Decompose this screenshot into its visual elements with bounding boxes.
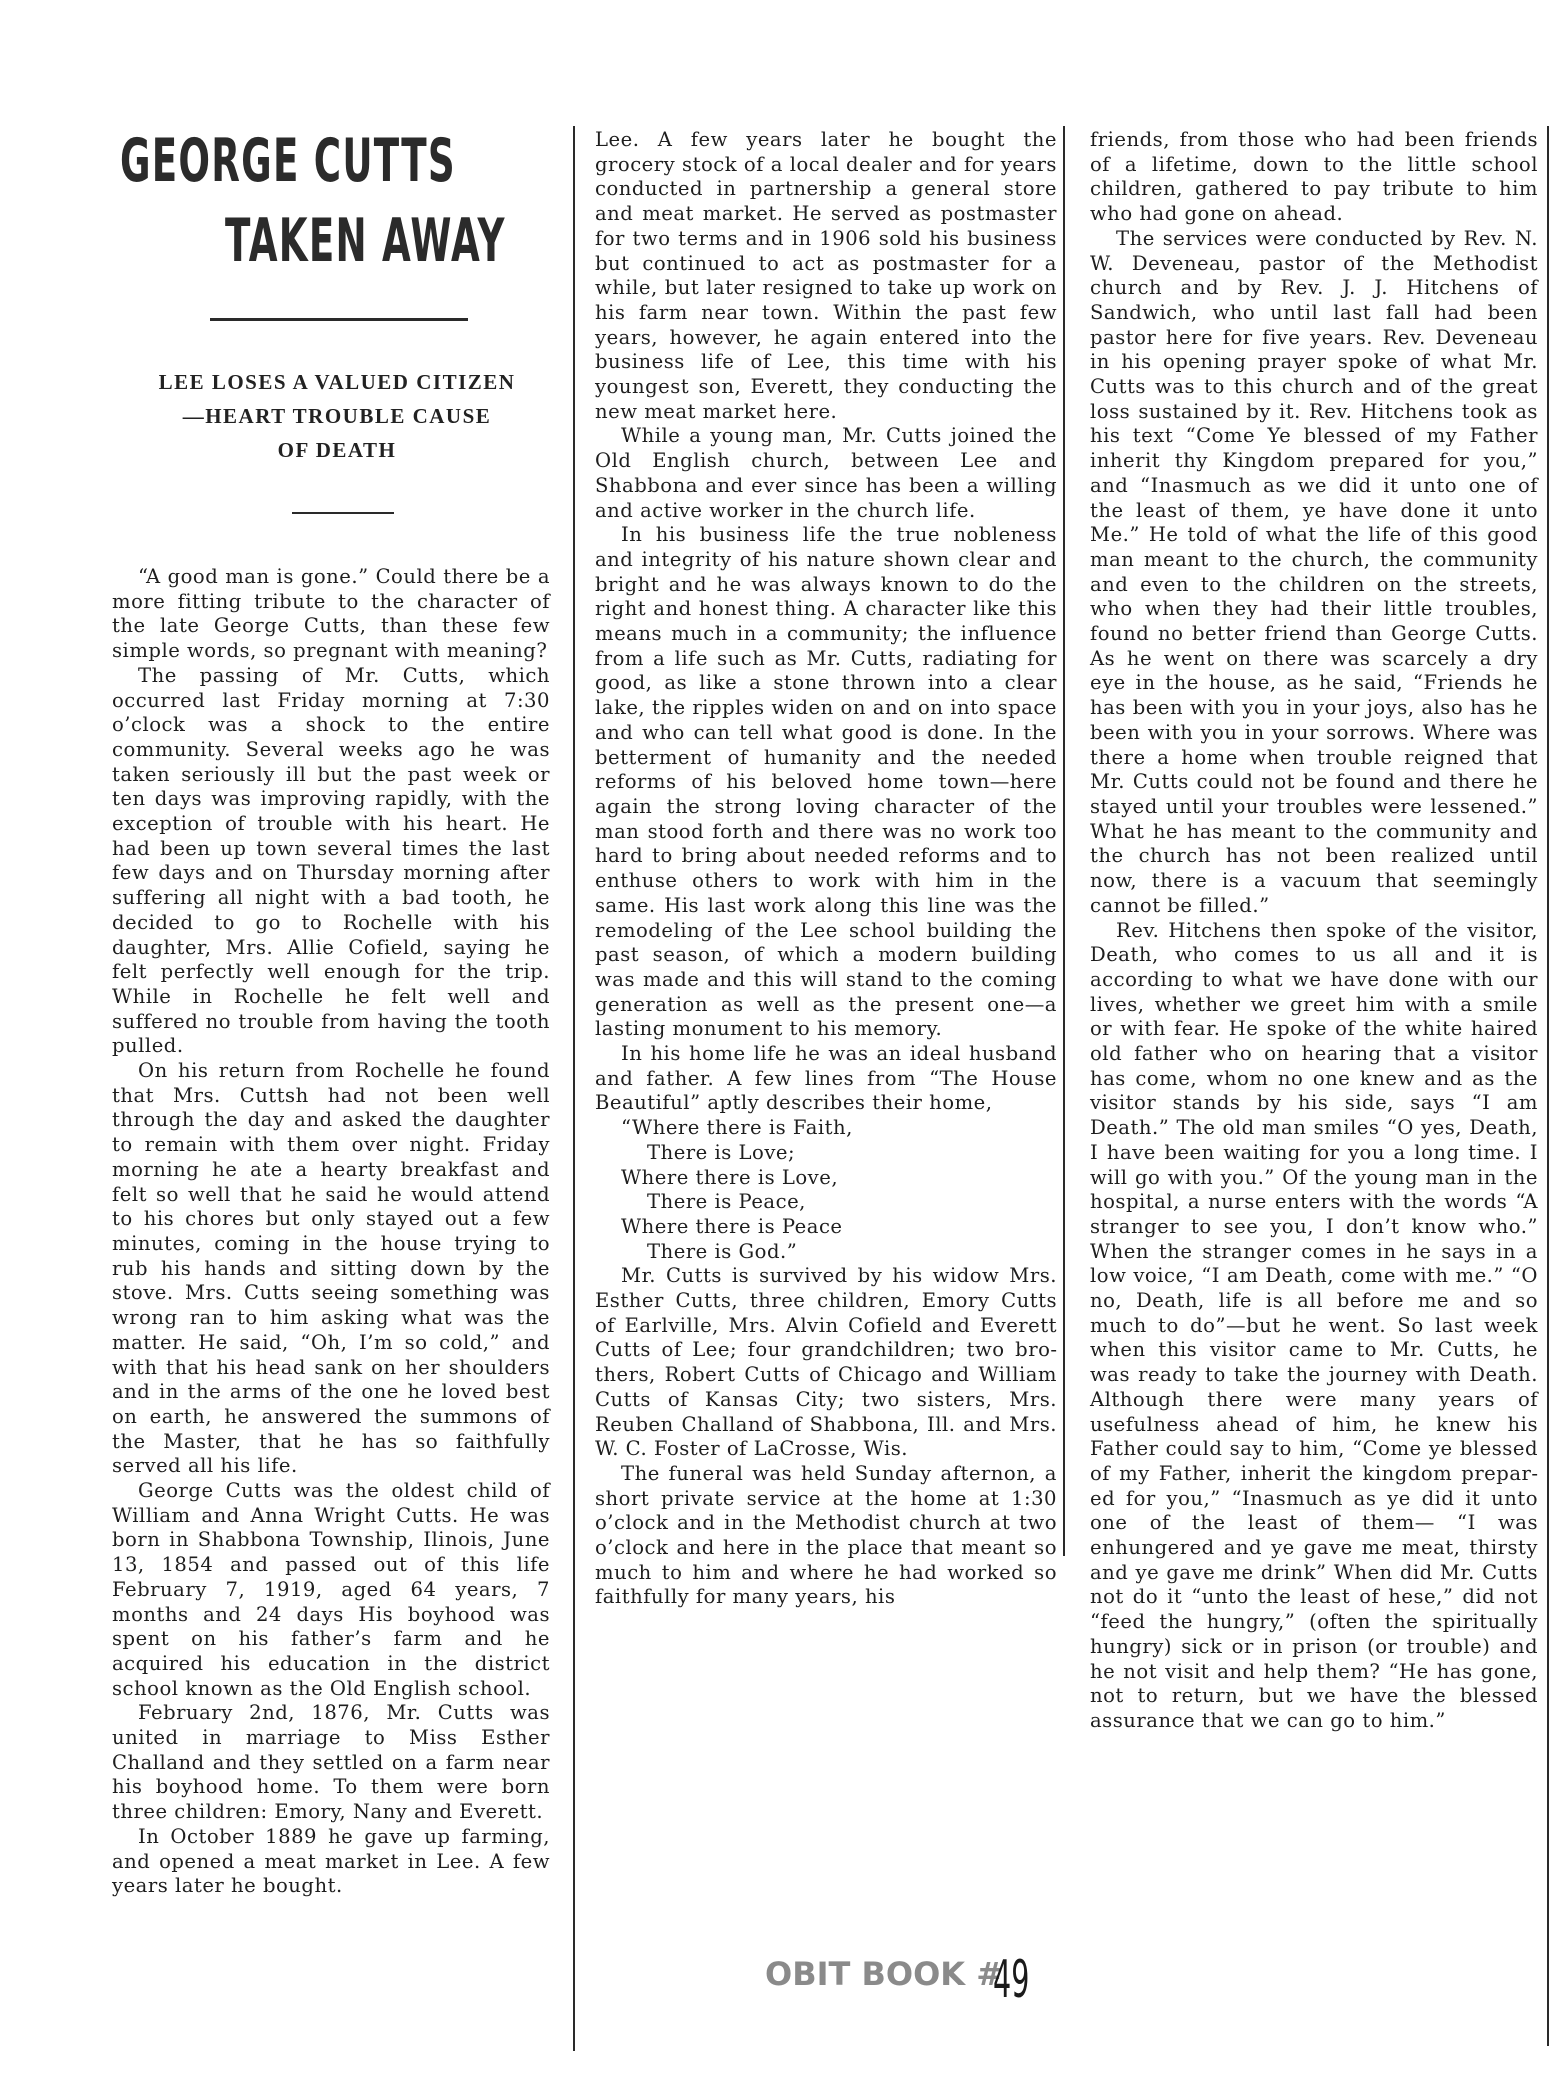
poem-line: There is Peace, <box>647 1190 806 1214</box>
column-rule-1 <box>573 126 575 2051</box>
subhead-line-3: OF DEATH <box>277 438 397 462</box>
poem-line: There is God.” <box>647 1239 798 1263</box>
subhead-line-2: —HEART TROUBLE CAUSE <box>182 404 492 428</box>
paragraph: The passing of Mr. Cutts, which occurred last Friday morning at 7:30 o’clock was a shock to the entire community. Several weeks ago he was taken seriously ill but the past week or ten days was improving rapidly, with the exception of trouble with his heart. He had been up town several times the last few days and on Thursday morning after suffering all night with a bad tooth, he decided to go to Rochelle with his daughter, Mrs. Allie Cofield, saying he felt perfectly well enough for the trip. While in Rochelle he felt well and suffered no trouble from having the tooth pulled. <box>112 663 550 1058</box>
poem-line: Where there is Peace <box>621 1214 843 1238</box>
paragraph: In his business life the true nobleness and integrity of his nature shown clear and bright and he was always known to do the right and honest thing. A character like this means much in a community; the influence from a life such as Mr. Cutts, radiating for good, as like a stone thrown into a clear lake, the ripples widen on and on into space and who can tell what good is done. In the betterment of humanity and the needed reforms of his beloved home town—here again the strong loving character of the man stood forth and there was no work too hard to bring about needed reforms and to enthuse others to work with him in the same. His last work along this line was the remodeling of the Lee school building the past season, of which a modern building was made and this will stand to the coming generation as well as the present one—a lasting monument to his memory. <box>595 523 1057 1041</box>
paragraph: George Cutts was the oldest child of William and Anna Wright Cutts. He was born in Shabbona Township, Ilinois, June 13, 1854 and passed out of this life February 7, 1919, aged 64 years, 7 months and 24 days His boyhood was spent on his father’s farm and he acquired his education in the district school known as the Old English school. <box>112 1479 550 1700</box>
headline-line-1: GEORGE CUTTS <box>120 126 456 196</box>
subheadline <box>112 365 562 467</box>
subhead-divider <box>292 512 394 514</box>
handwritten-book-number: 49 <box>993 1950 1030 2010</box>
poem-house-beautiful <box>621 1116 1057 1264</box>
paragraph: “A good man is gone.” Could there be a more fitting tribute to the character of the late George Cutts, than these few simple words, so pregnant with meaning? <box>112 565 550 663</box>
paragraph: The funeral was held Sunday afternon, a short private service at the home at 1:30 o’clock and in the Methodist church at two o’clock and here in the place that meant so much to him and where he had worked so faithfully for many years, his <box>595 1461 1057 1609</box>
paragraph: friends, from those who had been friends of a lifetime, down to the little school children, gathered to pay tribute to him who had gone on ahead. <box>1090 128 1538 226</box>
column-2 <box>595 128 1057 1610</box>
paragraph: Rev. Hitchens then spoke of the visitor, Death, who comes to us all and it is according to what we have done with our lives, whether we greet him with a smile or with fear. He spoke of the white haired old father who on hearing that a visitor has come, whom no one knew and as the visitor stands by his side, says “I am Death.” The old man smiles “O yes, Death, I have been waiting for you a long time. I will go with you.” Of the young man in the hospital, a nurse enters with the words “A stranger to see you, I don’t know who.” When the stranger comes in he says in a low voice, “I am Death, come with me.” “O no, Death, life is all before me and so much to do”—but he went. So last week when this visitor came to Mr. Cutts, he was ready to take the journey with Death. Although there were many years of usefulness ahead of him, he knew his Father could say to him, “Come ye blessed of my Father, inherit the kingdom prepared for you,” “Inasmuch as ye did it unto one of the least of them— “I was enhungered and ye gave me meat, thirsty and ye gave me drink” When did Mr. Cutts not do it “unto the least of hese,” did not “feed the hungry,” (often the spiritually hungry) sick or in prison (or trouble) and he not visit and help them? “He has gone, not to return, but we have the blessed assurance that we can go to him.” <box>1090 918 1538 1732</box>
column-rule-3 <box>1547 126 1549 2046</box>
paragraph: Lee. A few years later he bought the grocery stock of a local dealer and for years conducted in partnership a general store and meat market. He served as postmaster for two terms and in 1906 sold his business but continued to act as postmaster for a while, but later resigned to take up work on his farm near town. Within the past few years, however, he again entered into the business life of Lee, this time with his youngest son, Everett, they conducting the new meat market here. <box>595 128 1057 423</box>
column-rule-2 <box>1063 126 1065 1556</box>
paragraph: In October 1889 he gave up farming, and opened a meat market in Lee. A few years later he bought. <box>112 1824 550 1898</box>
poem-line: “Where there is Faith, <box>621 1116 853 1140</box>
headline-divider <box>210 318 468 321</box>
paragraph: Mr. Cutts is survived by his widow Mrs. Esther Cutts, three children, Emory Cutts of Earlville, Mrs. Alvin Cofield and Everett Cutts of Lee; four grandchildren; two brothers, Robert Cutts of Chicago and William Cutts of Kansas City; two sisters, Mrs. Reuben Challand of Shabbona, Ill. and Mrs. W. C. Foster of LaCrosse, Wis. <box>595 1264 1057 1461</box>
paragraph: The services were conducted by Rev. N. W. Deveneau, pastor of the Methodist church and by Rev. J. J. Hitchens of Sandwich, who until last fall had been pastor here for five years. Rev. Deveneau in his opening prayer spoke of what Mr. Cutts was to this church and of the great loss sustained by it. Rev. Hitchens took as his text “Come Ye blessed of my Father inherit thy Kingdom prepared for you,” and “Inasmuch as we did it unto one of the least of them, ye have done it unto Me.” He told of what the life of this good man meant to the church, the community and even to the children on the streets, who when they had their little troubles, found no better friend than George Cutts. As he went on there was scarcely a dry eye in the house, as he said, “Friends he has been with you in your joys, also has he been with you in your sorrows. Where was there a home when trouble reigned that Mr. Cutts could not be found and there he stayed until your troubles were lessened.” What he has meant to the community and the church has not been realized until now, there is a vacuum that seemingly cannot be filled.” <box>1090 226 1538 917</box>
poem-line: Where there is Love, <box>621 1165 839 1189</box>
paragraph: February 2nd, 1876, Mr. Cutts was united in marriage to Miss Esther Challand and they settled on a farm near his boyhood home. To them were born three children: Emory, Nany and Everett. <box>112 1701 550 1824</box>
subhead-line-1: LEE LOSES A VALUED CITIZEN <box>158 370 516 394</box>
column-1 <box>112 565 550 1899</box>
obit-book-stamp: OBIT BOOK # <box>765 1955 1004 1993</box>
poem-line: There is Love; <box>647 1140 796 1164</box>
column-3 <box>1090 128 1538 1734</box>
headline-line-2: TAKEN AWAY <box>225 206 506 276</box>
paragraph: On his return from Rochelle he found that Mrs. Cuttsh had not been well through the day and asked the daughter to remain with them over night. Friday morning he ate a hearty breakfast and felt so well that he said he would attend to his chores but only stayed out a few minutes, coming in the house trying to rub his hands and sitting down by the stove. Mrs. Cutts seeing something was wrong ran to him asking what was the matter. He said, “Oh, I’m so cold,” and with that his head sank on her shoulders and in the arms of the one he loved best on earth, he answered the summons of the Master, that he has so faithfully served all his life. <box>112 1059 550 1478</box>
paragraph: In his home life he was an ideal husband and father. A few lines from “The House Beautiful” aptly describes their home, <box>595 1042 1057 1115</box>
paragraph: While a young man, Mr. Cutts joined the Old English church, between Lee and Shabbona and ever since has been a willing and active worker in the church life. <box>595 424 1057 522</box>
